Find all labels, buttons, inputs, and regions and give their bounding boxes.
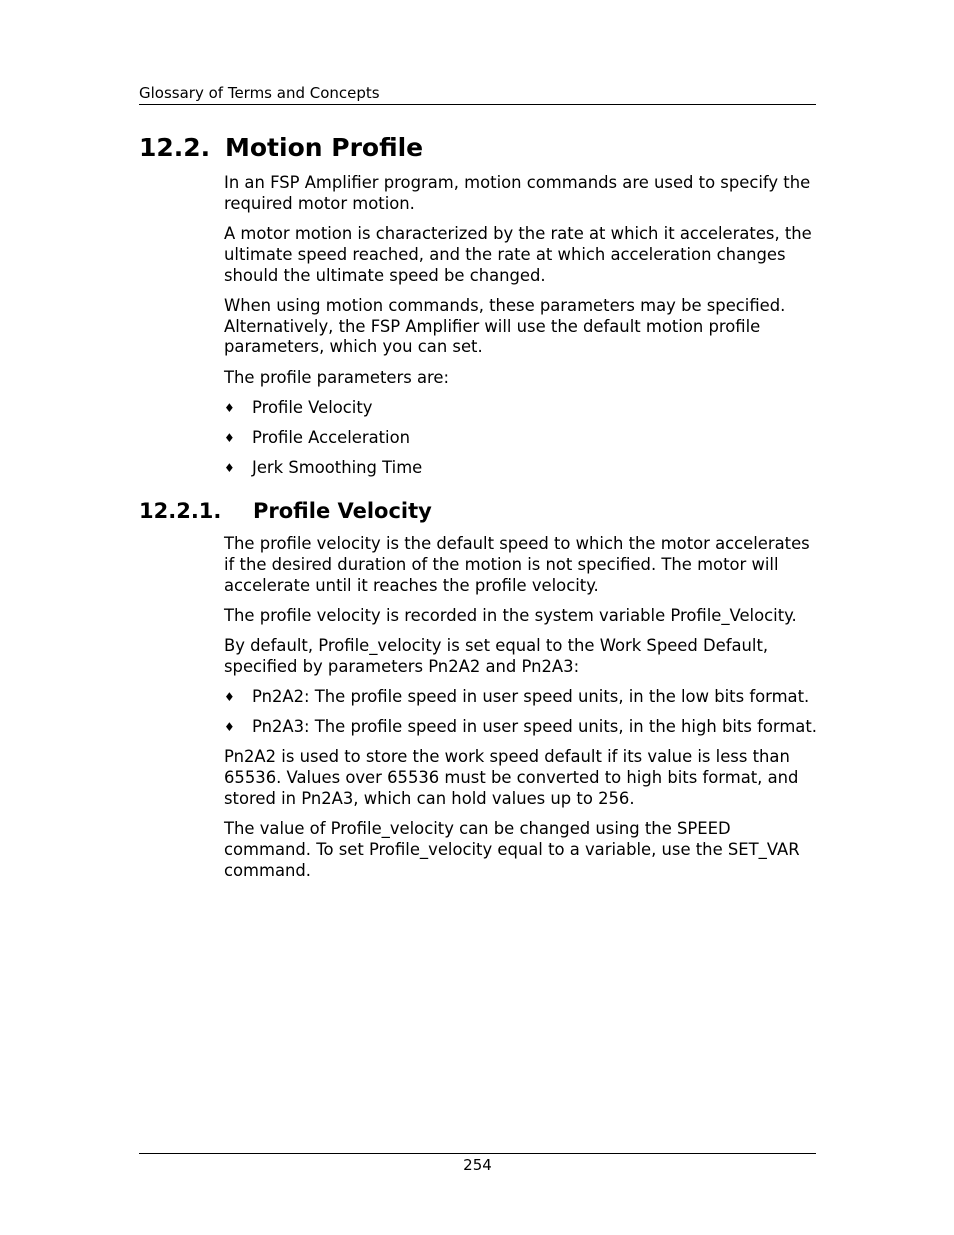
list-item-text: Jerk Smoothing Time xyxy=(252,458,423,478)
parameter-list xyxy=(224,398,819,479)
section-heading xyxy=(139,131,423,165)
section-body xyxy=(224,173,819,488)
diamond-bullet-icon: ♦ xyxy=(224,430,235,445)
paragraph: Pn2A2 is used to store the work speed default if its value is less than 65536. Values over 65536 must be converted to high bits format, and stored in Pn2A3, which can hold values up to 256. xyxy=(224,747,799,808)
subsection-body xyxy=(224,534,819,891)
page-number: 254 xyxy=(463,1156,492,1174)
subsection-title: Profile Velocity xyxy=(253,499,432,523)
paragraph: The profile parameters are: xyxy=(224,367,449,387)
list-item-text: Pn2A3: The profile speed in user speed units, in the high bits format. xyxy=(252,717,817,737)
running-header: Glossary of Terms and Concepts xyxy=(139,84,816,105)
list-item xyxy=(224,428,819,449)
list-item-text: Pn2A2: The profile speed in user speed units, in the low bits format. xyxy=(252,686,810,706)
diamond-bullet-icon: ♦ xyxy=(224,689,235,704)
subsection-number: 12.2.1. xyxy=(139,499,222,523)
paragraph: By default, Profile_velocity is set equal to the Work Speed Default, specified by parameters Pn2A2 and Pn2A3: xyxy=(224,635,769,676)
section-title: Motion Profile xyxy=(225,133,424,162)
paragraph: In an FSP Amplifier program, motion commands are used to specify the required motor motion. xyxy=(224,173,811,213)
section-number: 12.2. xyxy=(139,133,211,162)
diamond-bullet-icon: ♦ xyxy=(224,400,235,415)
subsection-heading xyxy=(139,497,432,525)
paragraph: The value of Profile_velocity can be changed using the SPEED command. To set Profile_velocity equal to a variable, use the SET_VAR command. xyxy=(224,819,800,880)
list-item xyxy=(224,458,819,479)
list-item xyxy=(224,717,819,738)
diamond-bullet-icon: ♦ xyxy=(224,720,235,735)
list-item-text: Profile Acceleration xyxy=(252,427,411,447)
paragraph: The profile velocity is recorded in the system variable Profile_Velocity. xyxy=(224,605,797,625)
diamond-bullet-icon: ♦ xyxy=(224,461,235,476)
footer-rule xyxy=(139,1153,816,1154)
list-item-text: Profile Velocity xyxy=(252,397,373,417)
paragraph: The profile velocity is the default speed to which the motor accelerates if the desired duration of the motion is not specified. The motor will accelerate until it reaches the profile velocity. xyxy=(224,534,810,595)
list-item xyxy=(224,398,819,419)
parameter-list xyxy=(224,687,819,738)
paragraph: When using motion commands, these parameters may be specified. Alternatively, the FSP Amplifier will use the default motion profile parameters, which you can set. xyxy=(224,295,786,357)
list-item xyxy=(224,687,819,708)
paragraph: A motor motion is characterized by the rate at which it accelerates, the ultimate speed reached, and the rate at which acceleration changes should the ultimate speed be changed. xyxy=(224,223,812,285)
